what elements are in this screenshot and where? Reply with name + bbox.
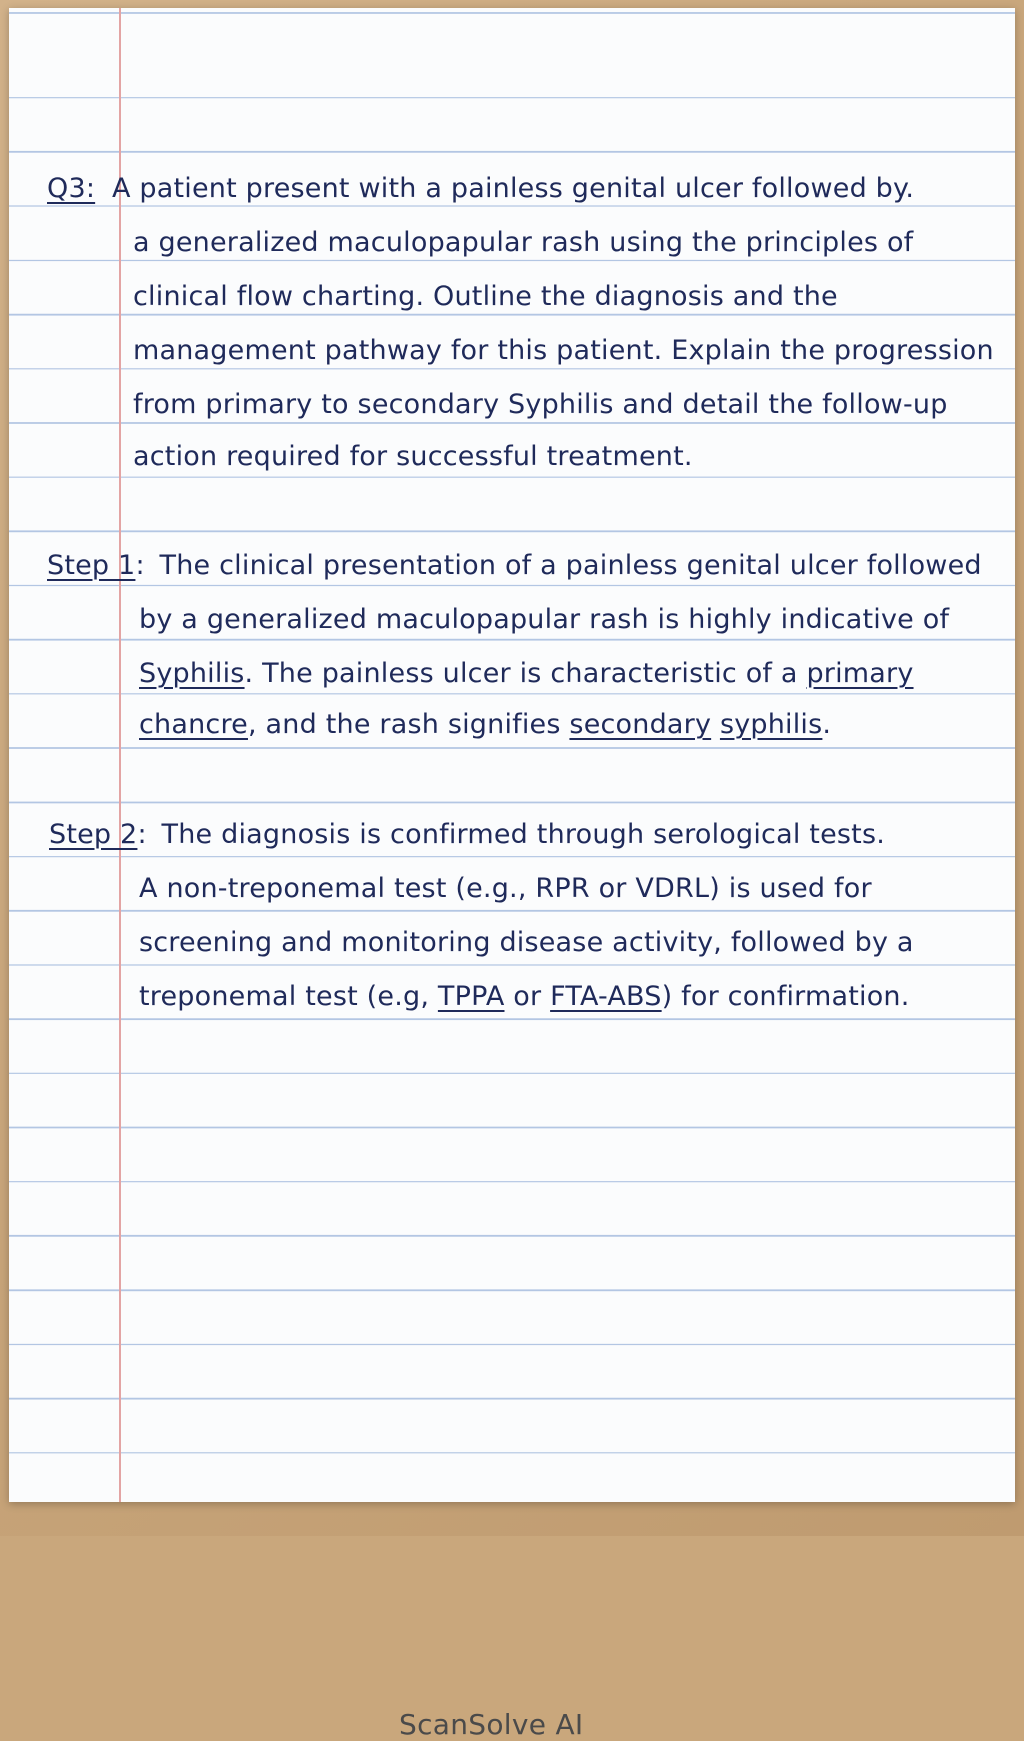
step2-text-1: The diagnosis is confirmed through serological tests. (161, 819, 886, 850)
step1-text-4: , and the rash signifies (247, 709, 570, 740)
step2-colon: : (137, 819, 147, 850)
step2-end: ) for confirmation. (661, 981, 910, 1012)
step2-line-2: A non-treponemal test (e.g., RPR or VDRL) is used for (139, 873, 872, 904)
step1-line-4 (139, 708, 831, 742)
question-line-4: management pathway for this patient. Explain the progression (133, 335, 994, 366)
term-fta-abs: FTA-ABS (550, 981, 662, 1012)
step1-space (711, 709, 720, 740)
step2-line-3: screening and monitoring disease activity, followed by a (139, 927, 914, 958)
question-line-6: action required for successful treatment. (133, 441, 693, 472)
step1-line-1 (47, 549, 982, 583)
step2-line-1 (49, 818, 885, 852)
term-primary: primary (806, 658, 914, 689)
notebook-page (9, 8, 1015, 1741)
margin-line (119, 8, 121, 1502)
question-label: Q3: (47, 173, 96, 204)
term-chancre: chancre (139, 709, 248, 740)
step2-line-4 (139, 980, 910, 1014)
step2-text-4: treponemal test (e.g, (139, 981, 438, 1012)
step1-end: . (822, 709, 832, 740)
question-line-1 (47, 172, 914, 206)
question-line-5: from primary to secondary Syphilis and detail the follow-up (133, 389, 948, 420)
term-tppa: TPPA (437, 981, 505, 1012)
step2-label: Step 2 (49, 819, 138, 850)
term-secondary: secondary (569, 709, 712, 740)
step1-colon: : (135, 550, 145, 581)
question-text-1: A patient present with a painless genital ulcer followed by. (111, 173, 915, 204)
step1-text-1: The clinical presentation of a painless genital ulcer followed (159, 550, 982, 581)
step2-text-4b: or (504, 981, 551, 1012)
step1-label: Step 1 (47, 550, 136, 581)
step1-line-2: by a generalized maculopapular rash is highly indicative of (139, 604, 950, 635)
question-line-3: clinical flow charting. Outline the diagnosis and the (133, 281, 838, 312)
question-line-2: a generalized maculopapular rash using the principles of (133, 227, 914, 258)
step1-text-3: . The painless ulcer is characteristic of a (244, 658, 807, 689)
term-syphilis: Syphilis (139, 658, 245, 689)
step1-line-3 (139, 657, 914, 691)
term-syphilis-2: syphilis (719, 709, 823, 740)
brand-watermark: ScanSolve AI (399, 1708, 584, 1741)
